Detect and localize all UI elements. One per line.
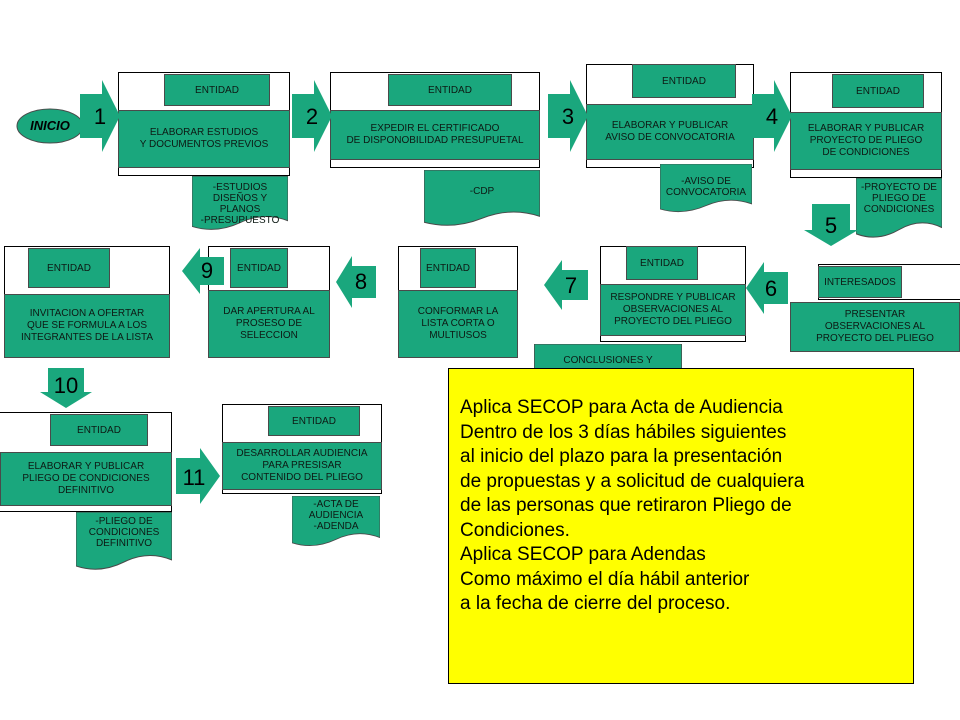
step-3-action: ELABORAR Y PUBLICAR AVISO DE CONVOCATORIA xyxy=(586,104,754,160)
step-9-arrow xyxy=(182,248,224,294)
step-5-entity: INTERESADOS xyxy=(818,266,902,298)
note-line: Dentro de los 3 días hábiles siguientes xyxy=(460,421,787,443)
step-5-arrow xyxy=(804,204,858,246)
step-1-arrow xyxy=(80,80,120,152)
step-2-entity: ENTIDAD xyxy=(388,74,512,106)
step-2-action: EXPEDIR EL CERTIFICADO DE DISPONOBILIDAD PRESUPUETAL xyxy=(330,110,540,160)
step-7-entity: ENTIDAD xyxy=(420,248,476,288)
step-7-arrow xyxy=(544,260,588,310)
step-8-number: 8 xyxy=(354,269,368,294)
step-4-arrow xyxy=(752,80,792,152)
step-10-number: 10 xyxy=(53,373,79,398)
step-10-entity: ENTIDAD xyxy=(50,414,148,446)
step-11-document xyxy=(292,496,380,548)
note-line: Como máximo el día hábil anterior xyxy=(460,568,750,590)
step-1-number: 1 xyxy=(93,104,107,129)
step-3-arrow xyxy=(548,80,588,152)
step-8-arrow xyxy=(336,256,376,308)
secop-note xyxy=(448,368,914,684)
step-2-number: 2 xyxy=(305,104,319,129)
step-6-arrow xyxy=(746,262,788,314)
note-line: Condiciones. xyxy=(460,519,570,541)
step-4-entity: ENTIDAD xyxy=(832,74,924,108)
step-4-action: ELABORAR Y PUBLICAR PROYECTO DE PLIEGO DE CONDICIONES xyxy=(790,112,942,170)
step-1-action: ELABORAR ESTUDIOS Y DOCUMENTOS PREVIOS xyxy=(118,110,290,168)
step-6-entity: ENTIDAD xyxy=(626,246,698,280)
step-3-number: 3 xyxy=(561,104,575,129)
note-line: Aplica SECOP para Acta de Audiencia xyxy=(460,397,783,418)
step-5-action: PRESENTAR OBSERVACIONES AL PROYECTO DEL PLIEGO xyxy=(790,302,960,352)
step-11-entity: ENTIDAD xyxy=(268,406,360,436)
step-4-document xyxy=(856,178,942,240)
step-6-number: 6 xyxy=(764,276,778,301)
step-3-document-text: -AVISO DE CONVOCATORIA xyxy=(665,176,747,198)
step-2-document-text: -CDP xyxy=(469,186,495,197)
step-8-entity: ENTIDAD xyxy=(230,248,288,288)
step-2-document xyxy=(424,170,540,228)
step-6-action: RESPONDRE Y PUBLICAR OBSERVACIONES AL PROYECTO DEL PLIEGO xyxy=(600,284,746,336)
step-3-document xyxy=(660,164,752,214)
step-11-number: 11 xyxy=(182,465,206,490)
step-11-document-text: -ACTA DE AUDIENCIA -ADENDA xyxy=(308,499,364,532)
step-3-entity: ENTIDAD xyxy=(632,64,736,98)
step-10-arrow xyxy=(40,368,92,408)
step-11-arrow xyxy=(176,448,220,504)
step-6-document-text: CONCLUSIONES Y xyxy=(563,355,653,366)
step-7-action: CONFORMAR LA LISTA CORTA O MULTIUSOS xyxy=(398,290,518,358)
note-line: de propuestas y a solicitud de cualquiera xyxy=(460,470,805,492)
note-line: a la fecha de cierre del proceso. xyxy=(460,593,731,614)
step-5-number: 5 xyxy=(824,213,838,238)
step-1-entity: ENTIDAD xyxy=(164,74,270,106)
step-1-document xyxy=(192,176,288,232)
step-11-action: DESARROLLAR AUDIENCIA PARA PRESISAR CONTENIDO DEL PLIEGO xyxy=(222,442,382,490)
step-9-number: 9 xyxy=(200,258,214,283)
note-line: de las personas que retiraron Pliego de xyxy=(460,495,792,516)
step-10-document xyxy=(76,512,172,572)
step-4-document-text: -PROYECTO DE PLIEGO DE CONDICIONES xyxy=(861,182,937,215)
note-line: al inicio del plazo para la presentación xyxy=(460,446,783,467)
step-1-document-text: -ESTUDIOS DISEÑOS Y PLANOS -PRESUPUESTO xyxy=(200,182,280,226)
note-line: Aplica SECOP para Adendas xyxy=(460,544,706,565)
step-10-document-text: -PLIEGO DE CONDICIONES DEFINITIVO xyxy=(88,516,160,549)
step-10-action: ELABORAR Y PUBLICAR PLIEGO DE CONDICIONES DEFINITIVO xyxy=(0,452,172,506)
step-4-number: 4 xyxy=(765,104,779,129)
step-2-arrow xyxy=(292,80,332,152)
step-9-action: INVITACION A OFERTAR QUE SE FORMULA A LOS INTEGRANTES DE LA LISTA xyxy=(4,294,170,358)
step-7-number: 7 xyxy=(564,273,578,298)
step-9-entity: ENTIDAD xyxy=(28,248,110,288)
start-node xyxy=(16,107,84,145)
step-8-action: DAR APERTURA AL PROSESO DE SELECCION xyxy=(208,290,330,358)
start-label: INICIO xyxy=(30,118,70,133)
